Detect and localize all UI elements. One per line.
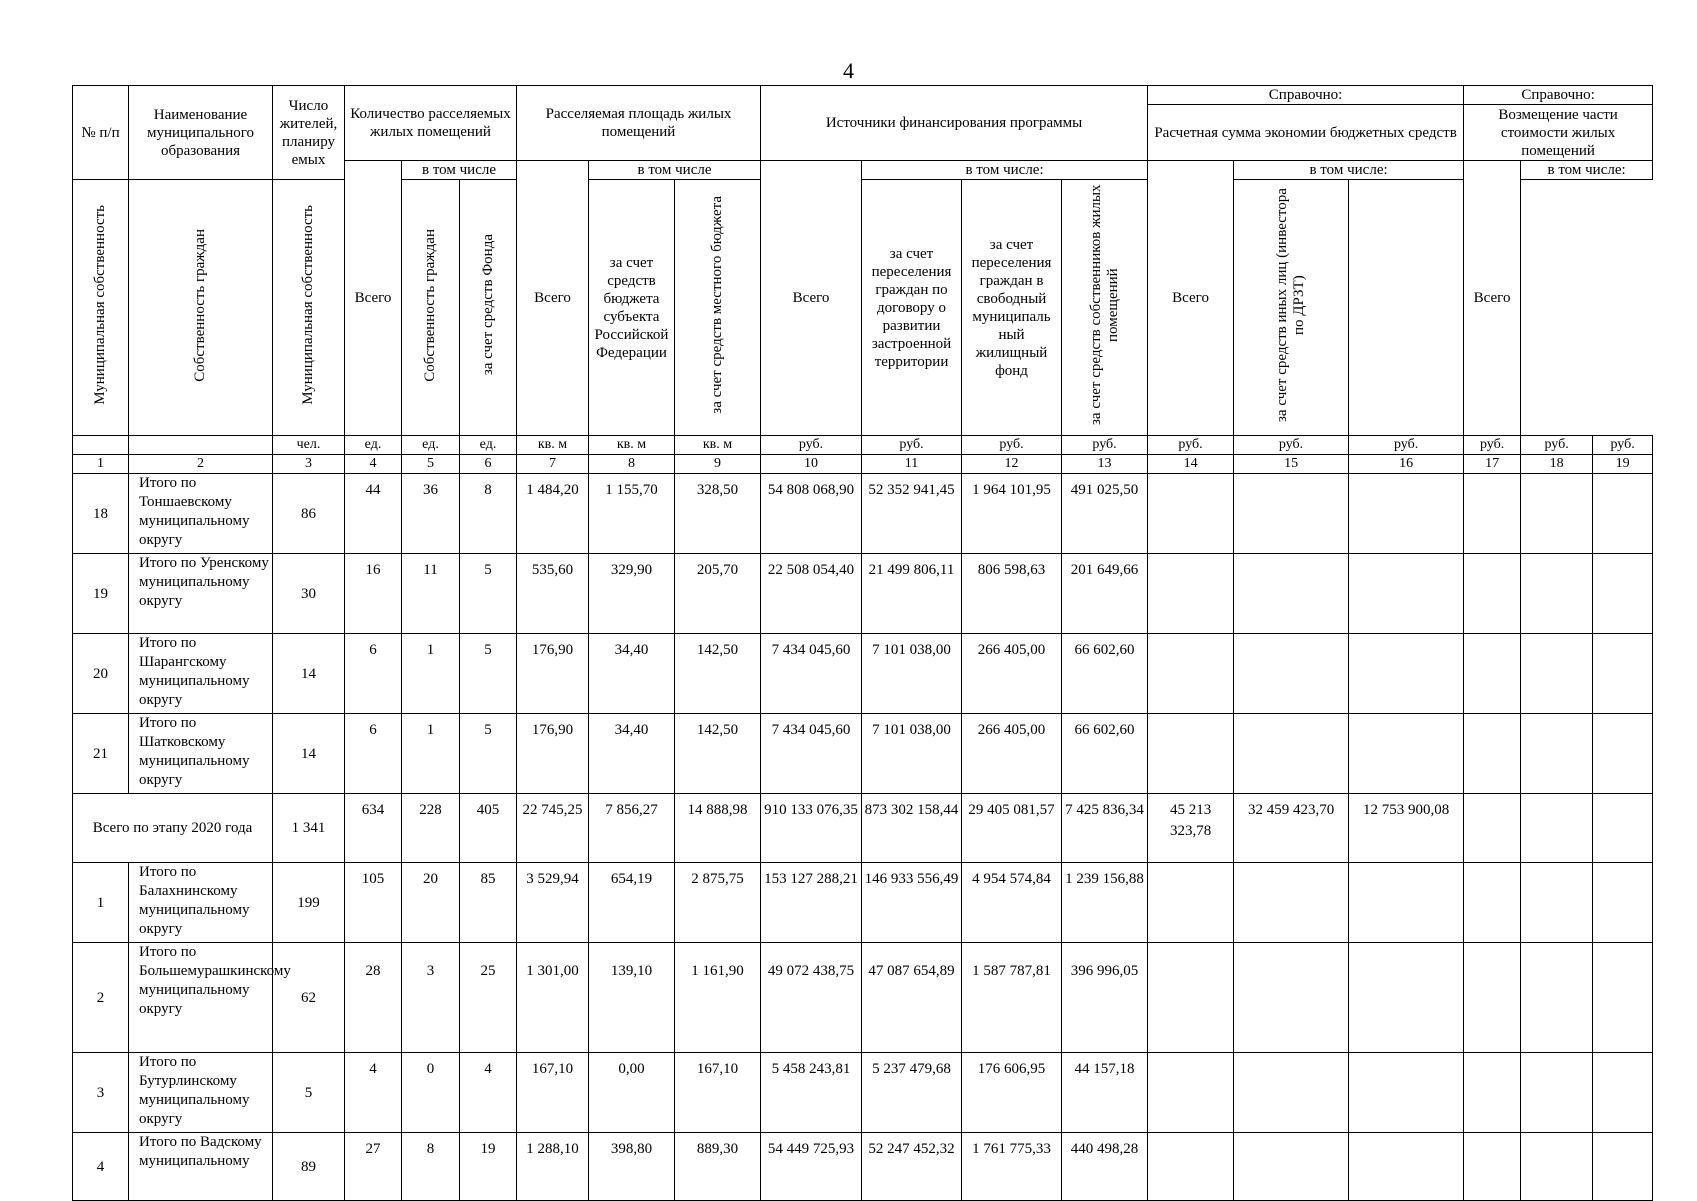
- col-number: 17: [1464, 455, 1521, 474]
- cell-residents: 30: [273, 554, 345, 634]
- cell: 2 875,75: [675, 863, 761, 943]
- header-area-in-number: в том числе: [589, 161, 761, 180]
- cell: [1349, 634, 1464, 714]
- cell: [1593, 474, 1653, 554]
- cell: 12 753 900,08: [1349, 794, 1464, 863]
- cell: 0: [402, 1053, 460, 1133]
- cell: 1 161,90: [675, 943, 761, 1053]
- cell: 34,40: [589, 714, 675, 794]
- col-number: 1: [73, 455, 129, 474]
- header-local: за счет средств местного бюджета: [675, 180, 761, 436]
- header-ref1-group: Расчетная сумма экономии бюджетных средств: [1148, 105, 1464, 161]
- row-number: 4: [73, 1133, 129, 1201]
- cell: [1148, 943, 1234, 1053]
- cell: [1234, 634, 1349, 714]
- cell: 22 508 054,40: [761, 554, 862, 634]
- cell-residents: 1 341: [273, 794, 345, 863]
- cell: [1593, 794, 1653, 863]
- cell: [1593, 863, 1653, 943]
- cell: [1148, 474, 1234, 554]
- header-area-citizens: Собственность граждан: [402, 180, 460, 436]
- header-ref1-total: Всего: [1148, 161, 1234, 436]
- cell: [1521, 714, 1593, 794]
- cell: [1349, 863, 1464, 943]
- unit-cell: [73, 436, 129, 455]
- cell: 266 405,00: [962, 634, 1062, 714]
- cell: 1: [402, 714, 460, 794]
- cell: [1464, 634, 1521, 714]
- cell: 7 101 038,00: [862, 714, 962, 794]
- row-number: 20: [73, 634, 129, 714]
- unit-cell: ед.: [345, 436, 402, 455]
- cell: 201 649,66: [1062, 554, 1148, 634]
- cell: 167,10: [517, 1053, 589, 1133]
- cell: [1464, 1053, 1521, 1133]
- cell: [1349, 943, 1464, 1053]
- unit-cell: чел.: [273, 436, 345, 455]
- cell: 806 598,63: [962, 554, 1062, 634]
- col-number: 6: [460, 455, 517, 474]
- col-number: 13: [1062, 455, 1148, 474]
- header-ref2-in-number: в том числе:: [1521, 161, 1653, 180]
- cell: 329,90: [589, 554, 675, 634]
- header-owners: за счет средств собственников жилых помещений: [1062, 180, 1148, 436]
- row-number: 1: [73, 863, 129, 943]
- cell: [1521, 1133, 1593, 1201]
- cell: 5: [460, 554, 517, 634]
- cell: 36: [402, 474, 460, 554]
- header-subject: за счет средств бюджета субъекта Российской Федерации: [589, 180, 675, 436]
- cell: 52 352 941,45: [862, 474, 962, 554]
- col-number: 4: [345, 455, 402, 474]
- row-name: Итого по Большемурашкинскому муниципальному округу: [129, 943, 273, 1053]
- cell: 176,90: [517, 714, 589, 794]
- col-number: 5: [402, 455, 460, 474]
- row-number: 21: [73, 714, 129, 794]
- cell: 1 484,20: [517, 474, 589, 554]
- unit-cell: руб.: [1148, 436, 1234, 455]
- cell: 5 237 479,68: [862, 1053, 962, 1133]
- cell: [1148, 714, 1234, 794]
- cell: 491 025,50: [1062, 474, 1148, 554]
- cell: [1464, 794, 1521, 863]
- unit-cell: руб.: [1464, 436, 1521, 455]
- cell: 889,30: [675, 1133, 761, 1201]
- cell: 29 405 081,57: [962, 794, 1062, 863]
- cell: 5: [460, 634, 517, 714]
- cell: [1593, 1133, 1653, 1201]
- cell: 52 247 452,32: [862, 1133, 962, 1201]
- row-name: Итого по Шатковскому муниципальному округу: [129, 714, 273, 794]
- page-number: 4: [843, 58, 854, 83]
- cell: 8: [402, 1133, 460, 1201]
- cell: 16: [345, 554, 402, 634]
- cell: 49 072 438,75: [761, 943, 862, 1053]
- column-numbers-row: [73, 455, 1653, 474]
- unit-cell: руб.: [1234, 436, 1349, 455]
- cell-residents: 199: [273, 863, 345, 943]
- cell: [1464, 474, 1521, 554]
- cell: 398,80: [589, 1133, 675, 1201]
- cell: [1464, 863, 1521, 943]
- header-ref1: Справочно:: [1148, 86, 1464, 105]
- col-number: 2: [129, 455, 273, 474]
- cell: 14 888,98: [675, 794, 761, 863]
- cell: [1521, 474, 1593, 554]
- cell: [1349, 554, 1464, 634]
- cell-residents: 86: [273, 474, 345, 554]
- header-area-municipal: Муниципальная собственность: [273, 180, 345, 436]
- cell: [1234, 474, 1349, 554]
- cell: [1521, 634, 1593, 714]
- row-number: 18: [73, 474, 129, 554]
- table-row: [73, 1053, 1653, 1133]
- table-row: [73, 863, 1653, 943]
- header-residents: Число жителей, планиру емых: [273, 86, 345, 180]
- row-name: Итого по Тоншаевскому муниципальному округу: [129, 474, 273, 554]
- cell: [1593, 554, 1653, 634]
- row-name: Итого по Вадскому муниципальному: [129, 1133, 273, 1201]
- cell: [1234, 863, 1349, 943]
- cell: 4: [460, 1053, 517, 1133]
- cell: 142,50: [675, 714, 761, 794]
- total-label: Всего по этапу 2020 года: [73, 794, 273, 863]
- cell: 47 087 654,89: [862, 943, 962, 1053]
- col-number: 11: [862, 455, 962, 474]
- cell: [1464, 943, 1521, 1053]
- cell: 1 155,70: [589, 474, 675, 554]
- resettlement-table: [72, 85, 1653, 1201]
- cell: 1 587 787,81: [962, 943, 1062, 1053]
- cell: [1521, 863, 1593, 943]
- cell: [1349, 1133, 1464, 1201]
- cell: 66 602,60: [1062, 714, 1148, 794]
- cell: 11: [402, 554, 460, 634]
- cell: 396 996,05: [1062, 943, 1148, 1053]
- row-number: 3: [73, 1053, 129, 1133]
- col-number: 15: [1234, 455, 1349, 474]
- cell: 25: [460, 943, 517, 1053]
- table-row: [73, 943, 1653, 1053]
- cell: [1234, 1053, 1349, 1133]
- cell: 6: [345, 634, 402, 714]
- cell: 328,50: [675, 474, 761, 554]
- header-qty-total: Всего: [345, 161, 402, 436]
- cell: 167,10: [675, 1053, 761, 1133]
- cell: 5: [460, 714, 517, 794]
- cell: 66 602,60: [1062, 634, 1148, 714]
- cell: 19: [460, 1133, 517, 1201]
- cell: [1593, 634, 1653, 714]
- row-number: 2: [73, 943, 129, 1053]
- cell: 1 239 156,88: [1062, 863, 1148, 943]
- cell: [1349, 714, 1464, 794]
- header-free-fund: за счет переселения граждан в свободный муниципаль ный жилищный фонд: [962, 180, 1062, 436]
- cell: 142,50: [675, 634, 761, 714]
- table-row: [73, 714, 1653, 794]
- cell: 153 127 288,21: [761, 863, 862, 943]
- table-row: [73, 554, 1653, 634]
- unit-cell: [129, 436, 273, 455]
- col-number: 3: [273, 455, 345, 474]
- cell: [1593, 714, 1653, 794]
- units-row: [73, 436, 1653, 455]
- row-name: Итого по Балахнинскому муниципальному округу: [129, 863, 273, 943]
- unit-cell: кв. м: [517, 436, 589, 455]
- unit-cell: руб.: [1062, 436, 1148, 455]
- cell: 5 458 243,81: [761, 1053, 862, 1133]
- cell: 1 301,00: [517, 943, 589, 1053]
- cell: 20: [402, 863, 460, 943]
- unit-cell: руб.: [1593, 436, 1653, 455]
- cell: 440 498,28: [1062, 1133, 1148, 1201]
- cell: 634: [345, 794, 402, 863]
- cell: 205,70: [675, 554, 761, 634]
- cell-residents: 14: [273, 714, 345, 794]
- cell: 4: [345, 1053, 402, 1133]
- header-no: № п/п: [73, 86, 129, 180]
- cell: [1349, 1053, 1464, 1133]
- cell: [1234, 714, 1349, 794]
- col-number: 14: [1148, 455, 1234, 474]
- cell: 44 157,18: [1062, 1053, 1148, 1133]
- cell: 405: [460, 794, 517, 863]
- col-number: 19: [1593, 455, 1653, 474]
- header-other: за счет средств иных лиц (инвестора по ДРЗТ): [1234, 180, 1349, 436]
- header-name: Наименование муниципального образования: [129, 86, 273, 180]
- cell: 176 606,95: [962, 1053, 1062, 1133]
- col-number: 12: [962, 455, 1062, 474]
- unit-cell: руб.: [1521, 436, 1593, 455]
- row-name: Итого по Бутурлинскому муниципальному округу: [129, 1053, 273, 1133]
- cell: 654,19: [589, 863, 675, 943]
- cell: [1464, 714, 1521, 794]
- cell: 910 133 076,35: [761, 794, 862, 863]
- header-ref2: Справочно:: [1464, 86, 1653, 105]
- unit-cell: руб.: [1349, 436, 1464, 455]
- unit-cell: ед.: [460, 436, 517, 455]
- row-name: Итого по Шарангскому муниципальному округу: [129, 634, 273, 714]
- cell: 34,40: [589, 634, 675, 714]
- col-number: 9: [675, 455, 761, 474]
- cell: 7 856,27: [589, 794, 675, 863]
- cell: [1234, 943, 1349, 1053]
- header-area-group: Расселяемая площадь жилых помещений: [517, 86, 761, 161]
- header-fin-total: Всего: [761, 161, 862, 436]
- cell: 7 434 045,60: [761, 714, 862, 794]
- cell: 7 434 045,60: [761, 634, 862, 714]
- header-area-total: Всего: [517, 161, 589, 436]
- cell: 6: [345, 714, 402, 794]
- cell: 0,00: [589, 1053, 675, 1133]
- cell: 85: [460, 863, 517, 943]
- unit-cell: руб.: [962, 436, 1062, 455]
- cell: 54 449 725,93: [761, 1133, 862, 1201]
- table-row: [73, 634, 1653, 714]
- cell: [1234, 1133, 1349, 1201]
- table-row: [73, 474, 1653, 554]
- cell: 873 302 158,44: [862, 794, 962, 863]
- cell: [1148, 1053, 1234, 1133]
- cell: 139,10: [589, 943, 675, 1053]
- cell: 1: [402, 634, 460, 714]
- unit-cell: руб.: [761, 436, 862, 455]
- cell: [1349, 474, 1464, 554]
- col-number: 7: [517, 455, 589, 474]
- header-fin-group: Источники финансирования программы: [761, 86, 1148, 161]
- cell-residents: 14: [273, 634, 345, 714]
- header-drzt: за счет переселения граждан по договору о развитии застроенной территории: [862, 180, 962, 436]
- cell: [1521, 943, 1593, 1053]
- unit-cell: кв. м: [589, 436, 675, 455]
- cell-residents: 89: [273, 1133, 345, 1201]
- header-fund: за счет средств Фонда: [460, 180, 517, 436]
- cell: 146 933 556,49: [862, 863, 962, 943]
- cell: [1593, 1053, 1653, 1133]
- col-number: 8: [589, 455, 675, 474]
- cell: 3 529,94: [517, 863, 589, 943]
- header-ref2-total: Всего: [1464, 161, 1521, 436]
- cell: [1464, 1133, 1521, 1201]
- cell: [1234, 554, 1349, 634]
- cell: 32 459 423,70: [1234, 794, 1349, 863]
- cell: 1 761 775,33: [962, 1133, 1062, 1201]
- unit-cell: руб.: [862, 436, 962, 455]
- unit-cell: кв. м: [675, 436, 761, 455]
- table-row-total: [73, 794, 1653, 863]
- cell: 4 954 574,84: [962, 863, 1062, 943]
- header-qty-in-number: в том числе: [402, 161, 517, 180]
- cell: [1521, 1053, 1593, 1133]
- cell: 45 213 323,78: [1148, 794, 1234, 863]
- cell: [1464, 554, 1521, 634]
- cell: [1148, 634, 1234, 714]
- cell: 54 808 068,90: [761, 474, 862, 554]
- cell: [1148, 554, 1234, 634]
- header-qty-group: Количество расселяемых жилых помещений: [345, 86, 517, 161]
- table-row: [73, 1133, 1653, 1201]
- cell: 535,60: [517, 554, 589, 634]
- cell: [1148, 1133, 1234, 1201]
- cell: 28: [345, 943, 402, 1053]
- header-qty-municipal: Муниципальная собственность: [73, 180, 129, 436]
- cell: 44: [345, 474, 402, 554]
- cell: 21 499 806,11: [862, 554, 962, 634]
- cell: 27: [345, 1133, 402, 1201]
- cell: [1593, 943, 1653, 1053]
- cell: 228: [402, 794, 460, 863]
- row-name: Итого по Уренскому муниципальному округу: [129, 554, 273, 634]
- cell: 176,90: [517, 634, 589, 714]
- col-number: 16: [1349, 455, 1464, 474]
- col-number: 18: [1521, 455, 1593, 474]
- cell-residents: 5: [273, 1053, 345, 1133]
- cell: 1 288,10: [517, 1133, 589, 1201]
- col-number: 10: [761, 455, 862, 474]
- header-ref1-in-number: в том числе:: [1234, 161, 1464, 180]
- header-qty-citizens: Собственность граждан: [129, 180, 273, 436]
- cell: [1521, 794, 1593, 863]
- row-number: 19: [73, 554, 129, 634]
- cell: [1148, 863, 1234, 943]
- cell: 3: [402, 943, 460, 1053]
- header-ref2-group: Возмещение части стоимости жилых помещений: [1464, 105, 1653, 161]
- cell: 8: [460, 474, 517, 554]
- cell: [1521, 554, 1593, 634]
- cell: 1 964 101,95: [962, 474, 1062, 554]
- cell: 266 405,00: [962, 714, 1062, 794]
- cell-residents: 62: [273, 943, 345, 1053]
- cell: 22 745,25: [517, 794, 589, 863]
- cell: 105: [345, 863, 402, 943]
- cell: 7 425 836,34: [1062, 794, 1148, 863]
- header-fin-in-number: в том числе:: [862, 161, 1148, 180]
- unit-cell: ед.: [402, 436, 460, 455]
- cell: 7 101 038,00: [862, 634, 962, 714]
